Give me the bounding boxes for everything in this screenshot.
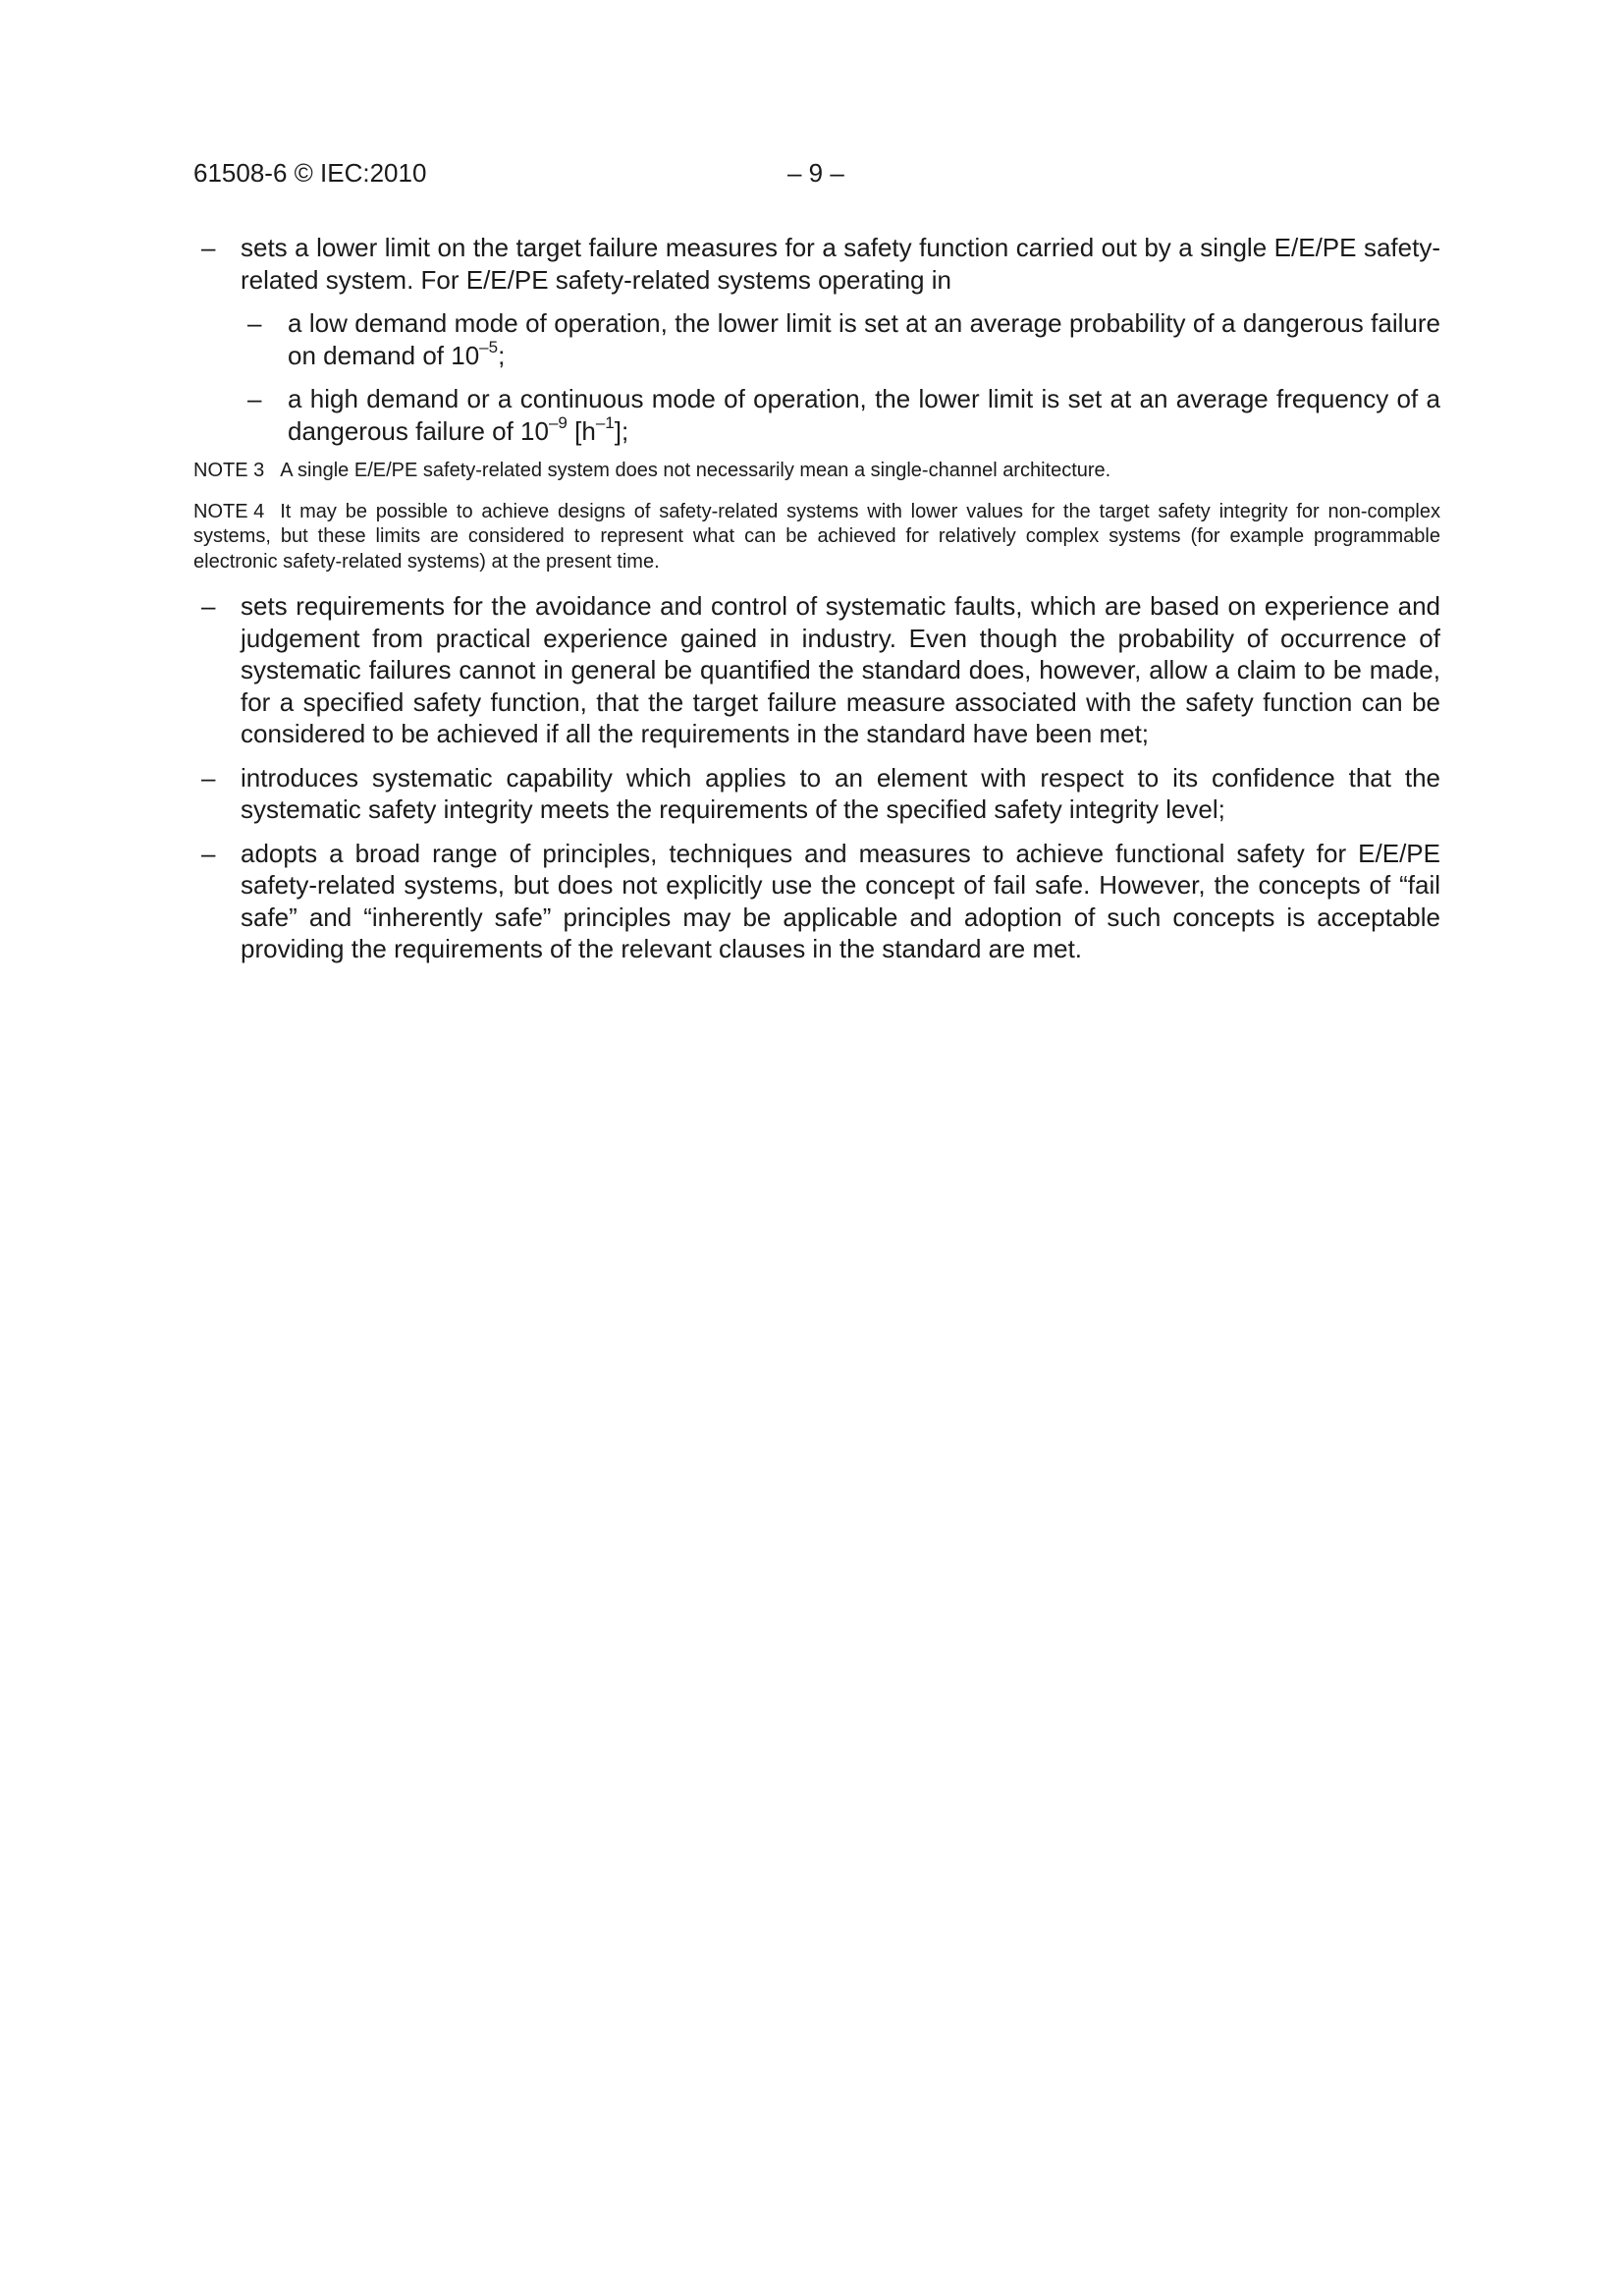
list-item [193, 590, 1440, 750]
note-label: NOTE 4 [193, 500, 265, 522]
page-number: – 9 – [787, 158, 844, 188]
list-item-tail: ]; [614, 415, 629, 446]
list-item [193, 762, 1440, 826]
unit-text: [h [567, 415, 596, 446]
list-item-tail: ; [498, 340, 506, 370]
list-item-text: a low demand mode of operation, the lower limit is set at an average probability of a dangerous failure on demand of 10 [288, 308, 1440, 370]
list-item-text: a high demand or a continuous mode of operation, the lower limit is set at an average frequency of a dangerous failure of 10 [288, 384, 1440, 446]
page-header [193, 157, 1440, 189]
note-text: A single E/E/PE safety-related system does not necessarily mean a single-channel architecture. [280, 460, 1111, 481]
list-item-text: introduces systematic capability which applies to an element with respect to its confidence that the systematic safety integrity meets the requirements of the specified safety integrity level; [241, 762, 1440, 824]
sub-list-item [193, 383, 1440, 447]
note-text: It may be possible to achieve designs of safety-related systems with lower values for the target safety integrity for non-complex systems, but these limits are considered to represent what can be achieved for relatively complex systems (for example programmable electronic safety-related systems) at the present time. [193, 500, 1440, 573]
list-dash: – [247, 308, 262, 338]
document-id: 61508-6 © IEC:2010 [193, 158, 427, 188]
list-item-text: sets a lower limit on the target failure measures for a safety function carried out by a single E/E/PE safety-related system. For E/E/PE safety-related systems operating in [241, 233, 1440, 295]
page-content [193, 232, 1440, 977]
sub-list-item [193, 307, 1440, 371]
list-item-text: adopts a broad range of principles, techniques and measures to achieve functional safety for E/E/PE safety-related systems, but does not explicitly use the concept of fail safe. However, the concepts of “fail safe” and “inherently safe” principles may be applicable and adoption of such concepts is acceptable providing the requirements of the relevant clauses in the standard are met. [241, 838, 1440, 963]
list-item [193, 232, 1440, 296]
exponent: –5 [479, 337, 499, 356]
list-dash: – [201, 762, 216, 793]
list-item [193, 838, 1440, 965]
list-dash: – [201, 233, 216, 262]
note-label: NOTE 3 [193, 460, 265, 481]
exponent: –1 [595, 412, 615, 432]
list-dash: – [247, 384, 262, 413]
list-dash: – [201, 591, 216, 621]
list-item-text: sets requirements for the avoidance and control of systematic faults, which are based on experience and judgement from practical experience gained in industry. Even though the probability of occurrence of systematic failures cannot in general be quantified the standard does, however, allow a claim to be made, for a specified safety function, that the target failure measure associated with the safety function can be considered to be achieved if all the requirements in the standard have been met; [241, 591, 1440, 748]
note-3 [193, 459, 1440, 484]
list-dash: – [201, 838, 216, 868]
note-4 [193, 500, 1440, 575]
exponent: –9 [548, 412, 568, 432]
